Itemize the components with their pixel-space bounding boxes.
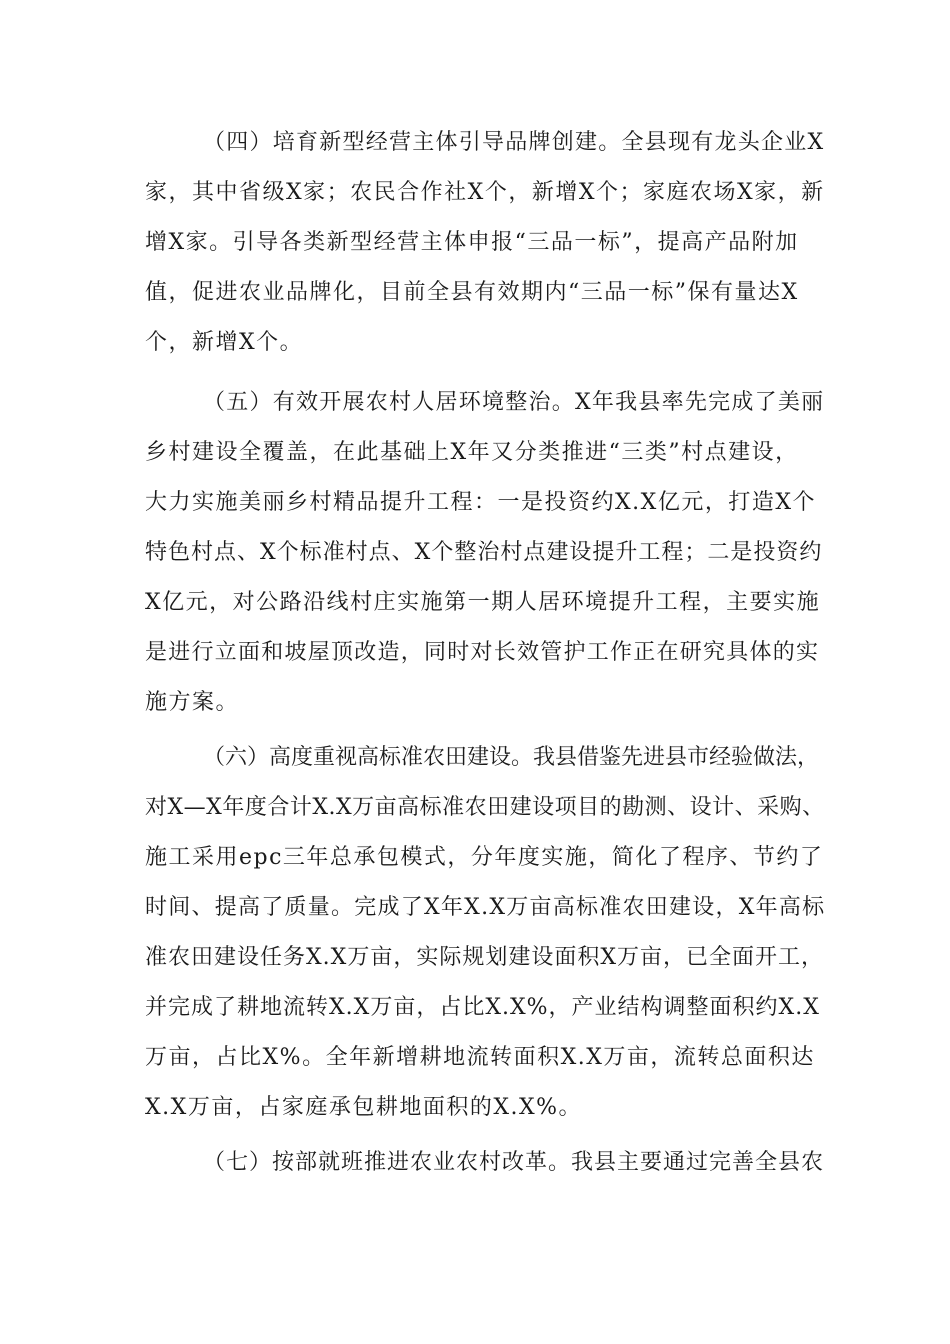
text-line: （四）培育新型经营主体引导品牌创建。全县现有龙头企业X (203, 130, 825, 155)
text-line: 万亩，占比X%。全年新增耕地流转面积X.X万亩，流转总面积达 (145, 1045, 815, 1070)
text-line: 准农田建设任务X.X万亩，实际规划建设面积X万亩，已全面开工， (145, 945, 824, 970)
text-line: 个，新增X个。 (145, 330, 304, 355)
text-line: （五）有效开展农村人居环境整治。X年我县率先完成了美丽 (203, 390, 825, 415)
text-line: 并完成了耕地流转X.X万亩，占比X.X%，产业结构调整面积约X.X (145, 995, 820, 1020)
text-line: 是进行立面和坡屋顶改造，同时对长效管护工作正在研究具体的实 (145, 640, 820, 665)
text-line: 增X家。引导各类新型经营主体申报“三品一标”，提高产品附加 (145, 230, 799, 255)
text-line: 施方案。 (145, 690, 240, 715)
text-line: X.X万亩，占家庭承包耕地面积的X.X%。 (145, 1095, 583, 1120)
text-line: 特色村点、X个标准村点、X个整治村点建设提升工程；二是投资约 (145, 540, 823, 565)
text-line: （六）高度重视高标准农田建设。我县借鉴先进县市经验做法， (203, 745, 820, 770)
text-line: （七）按部就班推进农业农村改革。我县主要通过完善全县农 (203, 1150, 825, 1175)
text-line: 大力实施美丽乡村精品提升工程：一是投资约X.X亿元，打造X个 (145, 490, 816, 515)
text-line: 时间、提高了质量。完成了X年X.X万亩高标准农田建设，X年高标 (145, 895, 826, 920)
text-line: 值，促进农业品牌化，目前全县有效期内“三品一标”保有量达X (145, 280, 799, 305)
text-line: 乡村建设全覆盖，在此基础上X年又分类推进“三类”村点建设， (145, 440, 799, 465)
text-line: 家，其中省级X家；农民合作社X个，新增X个；家庭农场X家，新 (145, 180, 825, 205)
text-line: X亿元，对公路沿线村庄实施第一期人居环境提升工程，主要实施 (145, 590, 821, 615)
text-line: 施工采用epc三年总承包模式，分年度实施，简化了程序、节约了 (145, 845, 824, 870)
text-line: 对X—X年度合计X.X万亩高标准农田建设项目的勘测、设计、采购、 (145, 795, 825, 820)
